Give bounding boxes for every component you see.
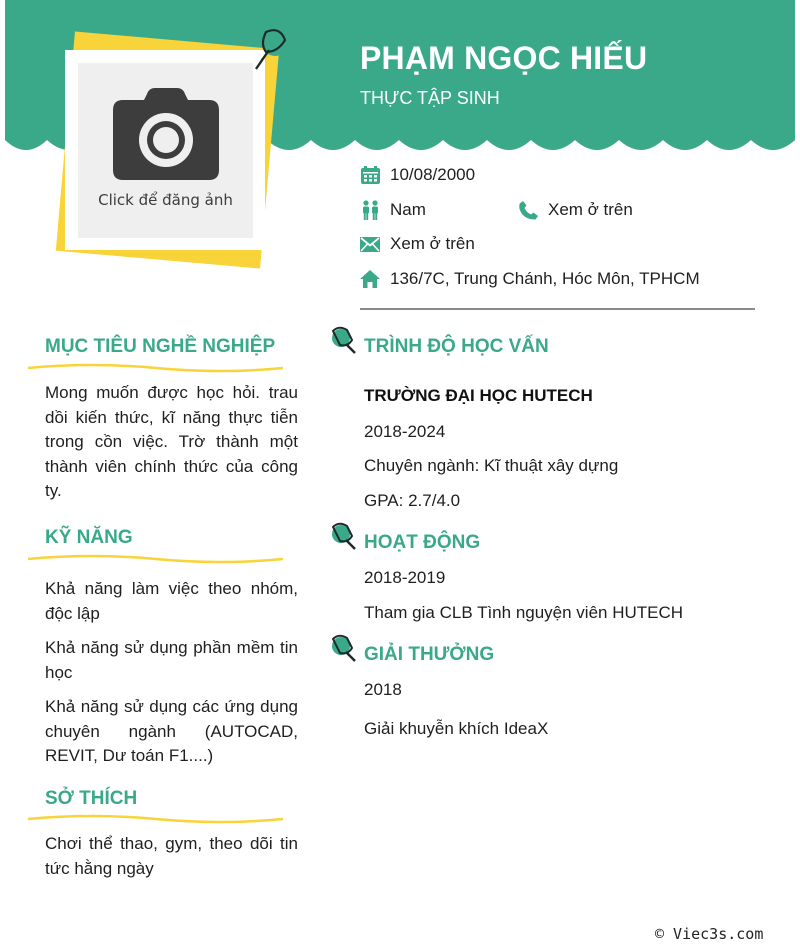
section-title-activities: HOẠT ĐỘNG bbox=[364, 532, 481, 553]
section-title-awards: GIẢI THƯỞNG bbox=[364, 644, 495, 665]
copyright-footer: © Viec3s.com bbox=[655, 925, 764, 943]
avatar-frame bbox=[45, 28, 285, 273]
photo-upload-label: Click để đăng ảnh bbox=[98, 191, 233, 209]
phone-value: Xem ở trên bbox=[548, 200, 633, 219]
skill-item: Khả năng làm việc theo nhóm, độc lập bbox=[45, 579, 298, 623]
title-underline bbox=[28, 362, 283, 374]
pushpin-icon bbox=[330, 326, 356, 354]
section-title-objective: MỤC TIÊU NGHỀ NGHIỆP bbox=[45, 336, 276, 357]
candidate-position: THỰC TẬP SINH bbox=[360, 88, 500, 108]
education-gpa: GPA: 2.7/4.0 bbox=[364, 491, 461, 510]
title-underline bbox=[28, 813, 283, 825]
gender-value: Nam bbox=[390, 200, 426, 219]
address-value: 136/7C, Trung Chánh, Hóc Môn, TPHCM bbox=[390, 269, 700, 288]
contact-address bbox=[360, 269, 700, 289]
envelope-icon bbox=[360, 234, 380, 254]
title-underline bbox=[28, 553, 283, 565]
contact-birthday bbox=[360, 165, 475, 185]
section-title-education: TRÌNH ĐỘ HỌC VẤN bbox=[364, 336, 549, 357]
home-icon bbox=[360, 269, 380, 289]
pushpin-icon bbox=[330, 634, 356, 662]
section-title-hobbies: SỞ THÍCH bbox=[45, 788, 138, 809]
award-text: Giải khuyễn khích IdeaX bbox=[364, 719, 549, 738]
email-value: Xem ở trên bbox=[390, 234, 475, 253]
pushpin-icon bbox=[330, 522, 356, 550]
education-period: 2018-2024 bbox=[364, 422, 446, 441]
contact-gender bbox=[360, 200, 426, 220]
activity-period: 2018-2019 bbox=[364, 568, 446, 587]
activity-text: Tham gia CLB Tình nguyện viên HUTECH bbox=[364, 603, 684, 622]
camera-icon bbox=[113, 88, 219, 185]
pushpin-icon bbox=[250, 26, 290, 79]
avatar-upload[interactable] bbox=[78, 63, 253, 238]
section-title-skills: KỸ NĂNG bbox=[45, 527, 133, 548]
birthday-value: 10/08/2000 bbox=[390, 165, 476, 184]
education-major: Chuyên ngành: Kĩ thuật xây dựng bbox=[364, 456, 619, 475]
contact-email bbox=[360, 234, 475, 254]
objective-text: Mong muốn được học hỏi. trau dồi kiến thức, kĩ năng thực tiễn trong cồn việc. Trờ thành một thành viên chính thức của công ty. bbox=[45, 383, 298, 500]
school-name: TRƯỜNG ĐẠI HỌC HUTECH bbox=[364, 386, 593, 405]
skill-item: Khả năng sử dụng các ứng dụng chuyên ngành (AUTOCAD, REVIT, Dư toán F1....) bbox=[45, 697, 298, 765]
hobbies-text: Chơi thể thao, gym, theo dõi tin tức hằng ngày bbox=[45, 834, 298, 878]
award-year: 2018 bbox=[364, 680, 402, 699]
contact-divider bbox=[360, 308, 755, 310]
phone-icon bbox=[518, 200, 538, 220]
skill-item: Khả năng sử dụng phần mềm tin học bbox=[45, 638, 298, 682]
candidate-name: PHẠM NGỌC HIẾU bbox=[360, 40, 648, 76]
calendar-icon bbox=[360, 165, 380, 185]
people-icon bbox=[360, 200, 380, 220]
contact-phone bbox=[518, 200, 633, 220]
